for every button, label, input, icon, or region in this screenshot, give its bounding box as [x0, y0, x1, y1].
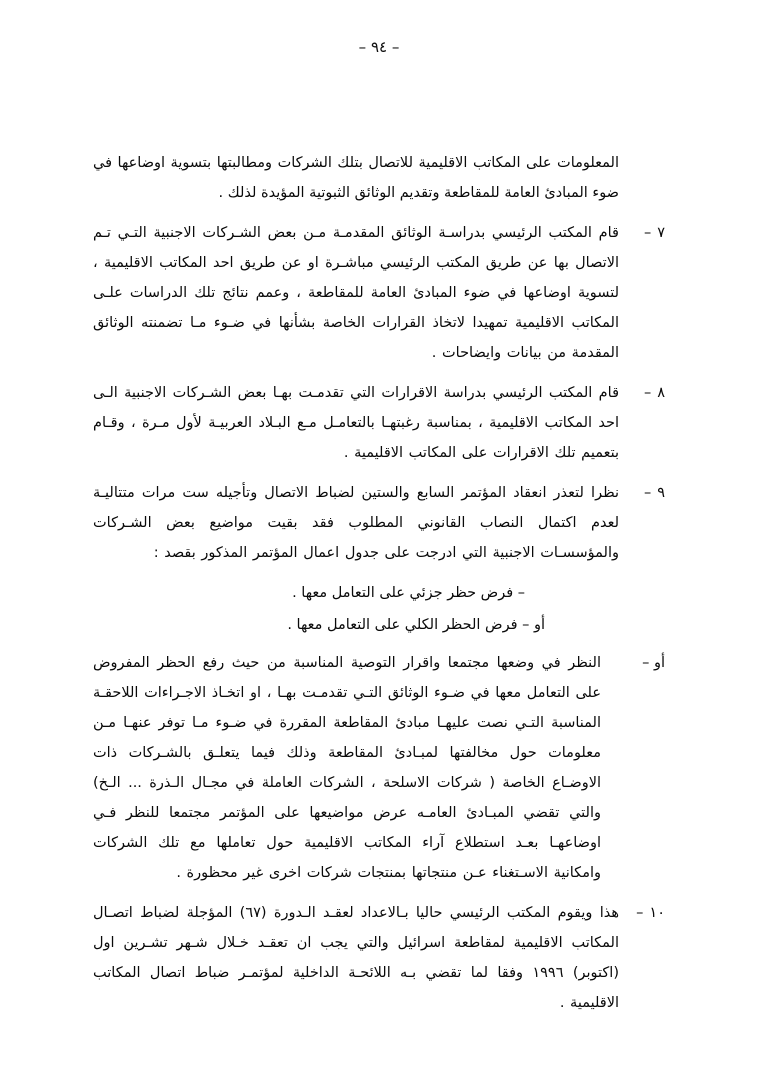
item-text: قام المكتب الرئيسي بدراسة الاقرارات التي تقدمـت بهـا بعض الشـركات الاجنبية الـى احد المكاتب الاقليمية ، بمناسبة رغبتهـا بالتعامـل مـع البـلاد العربيـة لأول مـرة ، وقـام بتعميم تلك الاقرارات على المكاتب الاقليمية .: [93, 385, 619, 461]
numbered-item-10: [93, 898, 665, 1018]
item-text: قام المكتب الرئيسي بدراسـة الوثائق المقدمـة مـن بعض الشـركات الاجنبية التـي تـم الاتصال بها عن طريق المكتب الرئيسي مباشـرة او عن طريق احد المكاتب الاقليمية ، لتسوية اوضاعها في ضوء المبادئ العامة للمقاطعة ، وعمم نتائج تلك الدراسات علـى المكاتب الاقليمية تمهيدا لاتخاذ القرارات الخاصة بشأنها في ضـوء مـا تضمنته الوثائق المقدمة من بيانات وايضاحات .: [93, 225, 619, 361]
item-dash: –: [643, 485, 652, 501]
item-dash: –: [643, 225, 652, 241]
item-number: ٩: [657, 485, 665, 501]
option-paragraph: [93, 648, 665, 888]
sub-option-1: – فرض حظر جزئي على التعامل معها .: [292, 585, 525, 601]
item-marker: [619, 478, 665, 508]
item-number: ١٠: [649, 905, 665, 921]
numbered-item-7: [93, 218, 665, 368]
option-marker: أو –: [642, 655, 665, 671]
continued-paragraph: المعلومات على المكاتب الاقليمية للاتصال بتلك الشركات ومطالبتها بتسوية اوضاعها في ضوء المبادئ العامة للمقاطعة وتقديم الوثائق الثبوتية المؤيدة لذلك .: [93, 155, 619, 201]
numbered-item-8: [93, 378, 665, 468]
item-number: ٨: [657, 385, 665, 401]
numbered-item-9: [93, 478, 665, 568]
item-marker: [619, 898, 665, 928]
item-dash: –: [636, 905, 644, 921]
item-marker: [619, 218, 665, 248]
item-text: نظرا لتعذر انعقاد المؤتمر السابع والستين لضباط الاتصال وتأجيله ست مرات متتاليـة لعدم اكتمال النصاب القانوني المطلوب فقد بقيت مواضيع بعض الشـركات والمؤسسـات الاجنبية التي ادرجت على جدول اعمال المؤتمر المذكور بقصد :: [93, 485, 619, 561]
option-text: النظر في وضعها مجتمعا واقرار التوصية المناسبة من حيث رفع الحظر المفروض على التعامل معها في ضـوء الوثائق التـي تقدمـت بهـا ، او اتخـاذ الاجـراءات اللاحقـة المناسبة التـي نصت عليهـا مبادئ المقاطعة المقررة في ضـوء مـا توفر عنهـا مـن معلومات حول مخالفتها لمبـادئ المقاطعة وذلك فيما يتعلـق بالشـركات ذات الاوضـاع الخاصة ( شركات الاسلحة ، الشركات العاملة في مجـال الـذرة ... الـخ) والتي تقضي المبـادئ العامـه عرض مواضيعها على المؤتمر مجتمعا للنظر فـي اوضاعهـا بعـد استطلاع آراء المكاتب الاقليمية حول تعاملها مع تلك الشركات وامكانية الاسـتغناء عـن منتجاتها بمنتجات شركات اخرى غير محظورة .: [93, 655, 601, 881]
page-number: – ٩٤ –: [358, 38, 400, 56]
item-marker: [619, 378, 665, 408]
item-text: هذا ويقوم المكتب الرئيسي حاليا بـالاعداد لعقـد الـدورة (٦٧) المؤجلة لضباط اتصـال المكاتب الاقليمية لمقاطعة اسرائيل والتي يجب ان تعقـد خـلال شـهر تشـرين اول (اكتوبر) ١٩٩٦ وفقا لما تقضي بـه اللائحـة الداخلية لمؤتمـر ضباط اتصال المكاتب الاقليمية .: [93, 905, 619, 1011]
sub-option-2: أو – فرض الحظر الكلي على التعامل معها .: [287, 617, 545, 633]
item-number: ٧: [657, 225, 665, 241]
item-dash: –: [643, 385, 652, 401]
document-body: [93, 148, 665, 1028]
